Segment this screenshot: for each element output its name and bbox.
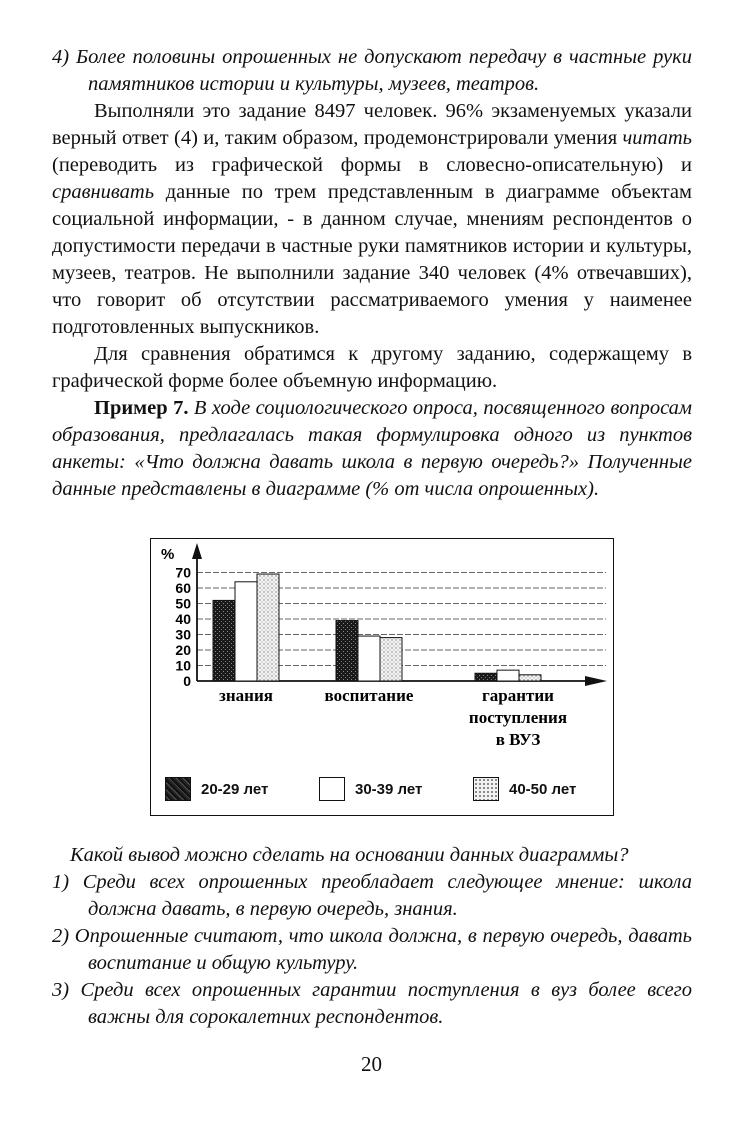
x-category-label: поступления xyxy=(468,708,568,727)
paragraph-results-part-a: Выполняли это задание 8497 человек. 96% экзаменуемых указали верный ответ (4) и, таким образом, продемонстрировали умения xyxy=(52,100,692,149)
y-tick-label: 0 xyxy=(183,673,191,689)
example-text: В ходе социологического опроса, посвященного вопросам образования, предлагалась такая формулировка одного из пунктов анкеты: «Что должна давать школа в первую очередь?» Полученные данные представлены в диаграмме (% от числа опрошенных). xyxy=(52,397,692,500)
bar xyxy=(475,673,497,681)
bar xyxy=(358,636,380,681)
chart-canvas xyxy=(151,539,613,815)
answer-option-3: 3) Среди всех опрошенных гарантии поступления в вуз более всего важны для сорокалетних респондентов. xyxy=(52,979,692,1028)
example-label: Пример 7. xyxy=(94,397,189,419)
legend-item-40-50 xyxy=(473,775,576,803)
intro-text xyxy=(52,44,692,503)
bar xyxy=(497,670,519,681)
answer-option-1: 1) Среди всех опрошенных преобладает следующее мнение: школа должна давать, в первую очередь, знания. xyxy=(52,871,692,920)
question-prompt: Какой вывод можно сделать на основании данных диаграммы? xyxy=(70,844,629,866)
y-tick-label: 20 xyxy=(175,642,191,658)
legend-label-20-29: 20-29 лет xyxy=(201,780,269,798)
legend-swatch-white xyxy=(319,777,345,801)
paragraph-results-part-b: (переводить из графической формы в словесно-описательную) и xyxy=(52,154,692,176)
legend-item-30-39 xyxy=(319,775,422,803)
paragraph-results xyxy=(52,98,692,341)
legend-swatch-dark xyxy=(165,777,191,801)
paragraph-results-part-c: данные по трем представленным в диаграмме объектам социальной информации, - в данном случае, мнениям респондентов о допустимости передачи в частные руки памятников истории и культуры, музеев, театров. Не выполнили задание 340 человек (4% отвечавших), что говорит об отсутствии рассматриваемого умения у наименее подготовленных выпускников. xyxy=(52,181,692,338)
x-category-label: в ВУЗ xyxy=(495,730,541,749)
paragraph-comparison: Для сравнения обратимся к другому заданию, содержащему в графической форме более объемную информацию. xyxy=(52,343,692,392)
y-axis-arrow xyxy=(192,543,202,559)
option-4-text: 4) Более половины опрошенных не допускают передачу в частные руки памятников истории и культуры, музеев, театров. xyxy=(52,46,692,95)
x-category-label: воспитание xyxy=(324,686,414,705)
legend-label-30-39: 30-39 лет xyxy=(355,780,423,798)
y-tick-label: 50 xyxy=(175,595,191,612)
y-tick-label: 60 xyxy=(175,580,191,596)
y-tick-label: 10 xyxy=(175,657,191,674)
bar xyxy=(519,675,541,681)
bar xyxy=(257,574,279,681)
y-axis-label: % xyxy=(161,546,175,563)
y-tick-label: 70 xyxy=(175,564,191,581)
bar xyxy=(380,638,402,681)
paragraph-example xyxy=(52,395,692,503)
bar-chart xyxy=(150,538,614,816)
legend-label-40-50: 40-50 лет xyxy=(509,780,577,798)
word-sravnivat: сравнивать xyxy=(52,181,155,203)
bar xyxy=(213,600,235,681)
bar xyxy=(235,582,257,681)
legend-item-20-29 xyxy=(165,775,268,803)
page-number: 20 xyxy=(361,1052,382,1076)
legend-swatch-dotted xyxy=(473,777,499,801)
y-tick-label: 30 xyxy=(175,626,191,643)
question-block xyxy=(52,842,692,1031)
bar xyxy=(336,621,358,681)
word-chitat: читать xyxy=(622,127,692,149)
x-axis-arrow xyxy=(585,676,607,686)
x-category-label: гарантии xyxy=(482,686,554,705)
y-tick-label: 40 xyxy=(175,611,191,627)
x-category-label: знания xyxy=(219,686,273,705)
answer-option-2: 2) Опрошенные считают, что школа должна, в первую очередь, давать воспитание и общую культуру. xyxy=(52,925,692,974)
